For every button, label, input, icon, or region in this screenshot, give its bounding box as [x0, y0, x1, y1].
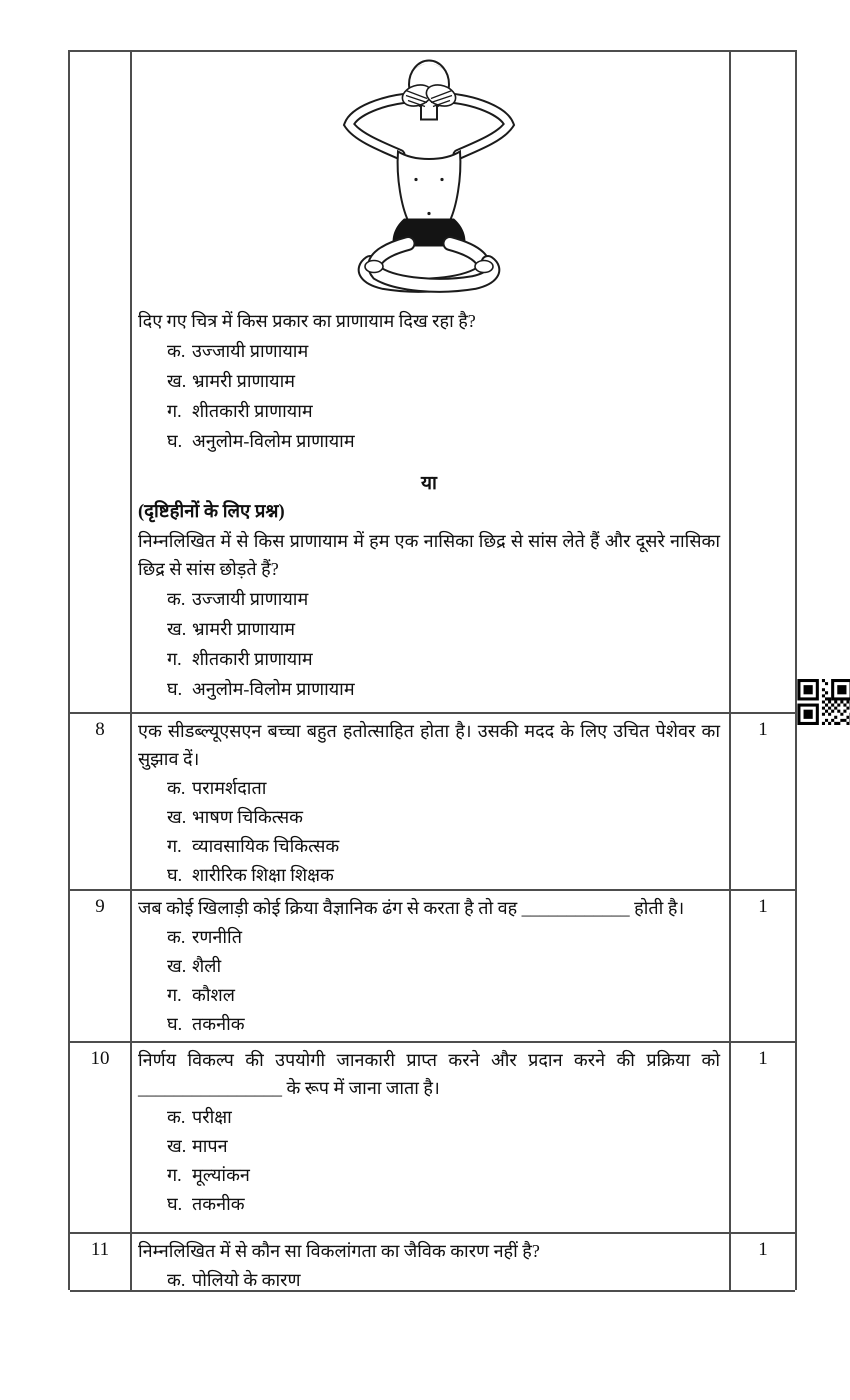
option: [138, 396, 720, 426]
question-content-cell: [132, 1234, 731, 1290]
option-label: क.: [167, 341, 186, 361]
alt-question-text: निम्नलिखित में से किस प्राणायाम में हम एक नासिका छिद्र से सांस लेते हैं और दूसरे नासिका छिद्र से सांस छोड़ते हैं?: [138, 531, 720, 579]
table-row: [70, 1234, 795, 1292]
option-text: पोलियो के कारण: [192, 1270, 301, 1290]
question-number: 9: [95, 896, 105, 917]
option-label: ग.: [167, 401, 182, 421]
option-label: ख.: [167, 619, 187, 639]
option-text: शीतकारी प्राणायाम: [192, 649, 313, 669]
marks-value: 1: [758, 896, 768, 917]
option-label: क.: [167, 927, 186, 947]
option: [138, 1132, 720, 1161]
option-text: शैली: [192, 956, 222, 976]
option: [138, 1266, 720, 1290]
option-label: ख.: [167, 371, 187, 391]
option: [138, 861, 720, 889]
option: [138, 832, 720, 861]
marks-cell: [731, 1234, 795, 1290]
option-text: मूल्यांकन: [192, 1165, 250, 1185]
option: [138, 426, 720, 456]
option-text: भ्रामरी प्राणायाम: [192, 619, 296, 639]
option-label: क.: [167, 1270, 186, 1290]
option-text: उज्जायी प्राणायाम: [192, 341, 309, 361]
option: [138, 336, 720, 366]
option: [138, 803, 720, 832]
option-text: अनुलोम-विलोम प्राणायाम: [192, 679, 355, 699]
question-number-cell: [70, 891, 132, 1041]
marks-cell: [731, 891, 795, 1041]
marks-cell: [731, 1043, 795, 1232]
marks-value: 1: [758, 719, 768, 740]
option: [138, 1190, 720, 1219]
option-label: ग.: [167, 836, 182, 856]
option-label: ख.: [167, 807, 187, 827]
option: [138, 981, 720, 1010]
option: [138, 923, 720, 952]
question-content-cell: [132, 714, 731, 889]
option-text: तकनीक: [192, 1194, 245, 1214]
options-list: [138, 774, 720, 889]
option-label: ख.: [167, 1136, 187, 1156]
question-text: एक सीडब्ल्यूएसएन बच्चा बहुत हतोत्साहित होता है। उसकी मदद के लिए उचित पेशेवर का सुझाव दें।: [138, 721, 720, 769]
option-label: घ.: [167, 431, 183, 451]
option-text: कौशल: [192, 985, 235, 1005]
question-text: निर्णय विकल्प की उपयोगी जानकारी प्राप्त करने और प्रदान करने की प्रक्रिया को ________________ के रूप में जाना जाता है।: [138, 1050, 720, 1098]
option-label: ग.: [167, 985, 182, 1005]
blind-students-note: (दृष्टिहीनों के लिए प्रश्न): [138, 502, 285, 522]
question-number-cell: [70, 714, 132, 889]
question-text: निम्नलिखित में से कौन सा विकलांगता का जैविक कारण नहीं है?: [138, 1241, 540, 1261]
option: [138, 644, 720, 674]
option-label: क.: [167, 1107, 186, 1127]
table-row: [70, 714, 795, 891]
option-label: क.: [167, 778, 186, 798]
marks-cell: [731, 714, 795, 889]
question-number: 11: [90, 1239, 110, 1260]
question-number: 8: [95, 719, 105, 740]
question-number-cell: [70, 52, 132, 712]
marks-cell: [731, 52, 795, 712]
question-content-cell: [132, 52, 731, 712]
marks-value: 1: [758, 1239, 768, 1260]
option-text: भाषण चिकित्सक: [192, 807, 303, 827]
table-row: [70, 52, 795, 714]
qr-code-icon: [797, 679, 850, 725]
option: [138, 1103, 720, 1132]
option-text: मापन: [192, 1136, 228, 1156]
option-label: ग.: [167, 649, 182, 669]
option: [138, 674, 720, 704]
table-row: [70, 891, 795, 1043]
option: [138, 952, 720, 981]
question-number-cell: [70, 1043, 132, 1232]
option-text: शारीरिक शिक्षा शिक्षक: [192, 865, 334, 885]
option: [138, 1010, 720, 1039]
option-text: परीक्षा: [192, 1107, 232, 1127]
marks-value: 1: [758, 1048, 768, 1069]
options-list: [138, 1103, 720, 1219]
option-label: ख.: [167, 956, 187, 976]
options-list: [138, 1266, 720, 1290]
question-content-cell: [132, 1043, 731, 1232]
question-text: जब कोई खिलाड़ी कोई क्रिया वैज्ञानिक ढंग से करता है तो वह ____________ होती है।: [138, 898, 685, 918]
options-list: [138, 336, 720, 456]
options-list: [138, 923, 720, 1039]
option-text: व्यावसायिक चिकित्सक: [192, 836, 340, 856]
option-label: घ.: [167, 1194, 183, 1214]
alt-options-list: [138, 584, 720, 704]
option-label: क.: [167, 589, 186, 609]
table-row: [70, 1043, 795, 1234]
question-table: [68, 50, 797, 1290]
option-text: परामर्शदाता: [192, 778, 267, 798]
option-text: रणनीति: [192, 927, 242, 947]
question-number-cell: [70, 1234, 132, 1290]
option-label: ग.: [167, 1165, 182, 1185]
question-text: दिए गए चित्र में किस प्रकार का प्राणायाम दिख रहा है?: [138, 311, 476, 331]
option-text: शीतकारी प्राणायाम: [192, 401, 313, 421]
option: [138, 614, 720, 644]
option-text: अनुलोम-विलोम प्राणायाम: [192, 431, 355, 451]
option-label: घ.: [167, 679, 183, 699]
option-label: घ.: [167, 1014, 183, 1034]
option-text: तकनीक: [192, 1014, 245, 1034]
yoga-figure-drawing: [324, 57, 534, 303]
pranayama-pose-illustration: [324, 57, 534, 303]
option-text: भ्रामरी प्राणायाम: [192, 371, 296, 391]
option: [138, 774, 720, 803]
or-separator: या: [421, 473, 437, 494]
option-text: उज्जायी प्राणायाम: [192, 589, 309, 609]
option-label: घ.: [167, 865, 183, 885]
option: [138, 584, 720, 614]
question-content-cell: [132, 891, 731, 1041]
option: [138, 1161, 720, 1190]
question-number: 10: [90, 1048, 110, 1069]
option: [138, 366, 720, 396]
